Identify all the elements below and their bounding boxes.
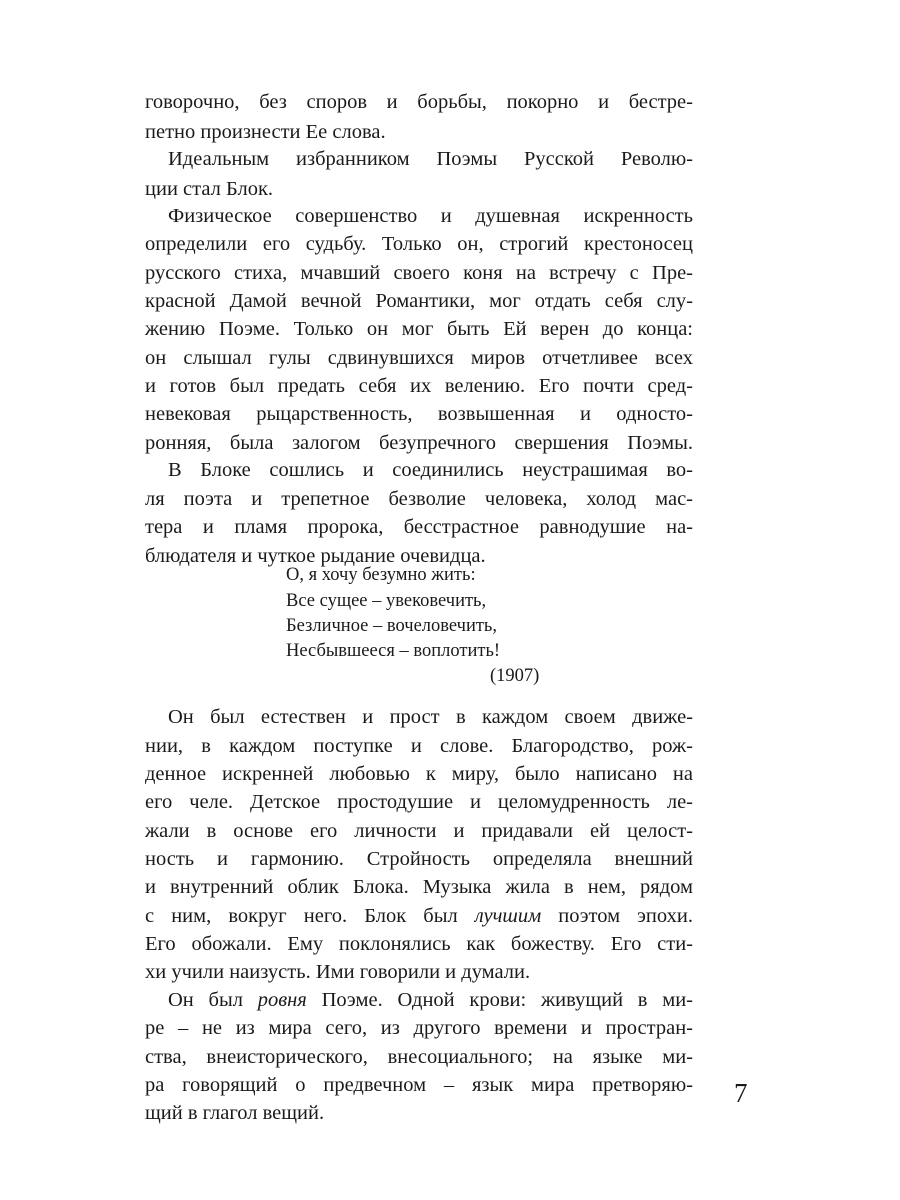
poem-line: Несбывшееся – воплотить! xyxy=(286,641,501,661)
text-line: денное искренней любовью к миру, было написано на xyxy=(145,763,693,785)
text-line: невековая рыцарственность, возвышенная и односто- xyxy=(145,403,693,425)
text-line: Его обожали. Ему поклонялись как божеству. Его сти- xyxy=(145,933,693,955)
text-line: Физическое совершенство и душевная искренность xyxy=(168,205,693,227)
poem-date: (1907) xyxy=(490,666,540,686)
text-line: его челе. Детское простодушие и целомудренность ле- xyxy=(145,791,693,813)
text-line: ции стал Блок. xyxy=(145,178,274,200)
text-line: петно произнести Ее слова. xyxy=(145,121,386,143)
text-line: красной Дамой вечной Романтики, мог отдать себя слу- xyxy=(145,290,693,312)
text-line: ля поэта и трепетное безволие человека, холод мас- xyxy=(145,488,693,510)
text-line: блюдателя и чуткое рыдание очевидца. xyxy=(145,545,486,567)
text-line: тера и пламя пророка, бесстрастное равнодушие на- xyxy=(145,516,693,538)
emphasis: лучшим xyxy=(474,905,542,927)
text-line: ность и гармонию. Стройность определяла внешний xyxy=(145,848,693,870)
text-line: он слышал гулы сдвинувшихся миров отчетливее всех xyxy=(145,347,693,369)
poem-line: Все сущее – увековечить, xyxy=(286,591,487,611)
text-line: ре – не из мира сего, из другого времени и простран- xyxy=(145,1017,693,1039)
text-line: щий в глагол вещий. xyxy=(145,1102,325,1124)
text-line: русского стиха, мчавший своего коня на встречу с Пре- xyxy=(145,262,693,284)
text-line: говорочно, без споров и борьбы, покорно и бестре- xyxy=(145,91,693,113)
text-line: Идеальным избранником Поэмы Русской Револю- xyxy=(168,148,693,170)
poem-line: О, я хочу безумно жить: xyxy=(286,565,476,585)
emphasis: ровня xyxy=(257,989,307,1011)
page-number: 7 xyxy=(734,1078,748,1108)
text-line: и готов был предать себя их велению. Его почти сред- xyxy=(145,375,693,397)
text-line: и внутренний облик Блока. Музыка жила в нем, рядом xyxy=(145,876,693,898)
text-line: ронняя, была залогом безупречного свершения Поэмы. xyxy=(145,432,693,454)
text-line: Он был естествен и прост в каждом своем движе- xyxy=(168,706,693,728)
text-line: жали в основе его личности и придавали ей целост- xyxy=(145,820,693,842)
text-line: с ним, вокруг него. Блок был лучшим поэтом эпохи. xyxy=(145,905,693,927)
text-line: ра говорящий о предвечном – язык мира претворяю- xyxy=(145,1074,693,1096)
text-line: Он был ровня Поэме. Одной крови: живущий в ми- xyxy=(168,989,694,1011)
text-line: определили его судьбу. Только он, строгий крестоносец xyxy=(145,233,693,255)
text-line: В Блоке сошлись и соединились неустрашимая во- xyxy=(168,459,693,481)
poem-line: Безличное – вочеловечить, xyxy=(286,616,497,636)
text-line: ства, внеисторического, внесоциального; на языке ми- xyxy=(145,1046,693,1068)
text-line: нии, в каждом поступке и слове. Благородство, рож- xyxy=(145,735,693,757)
text-line: хи учили наизусть. Ими говорили и думали. xyxy=(145,961,531,983)
text-line: жению Поэме. Только он мог быть Ей верен до конца: xyxy=(145,318,693,340)
